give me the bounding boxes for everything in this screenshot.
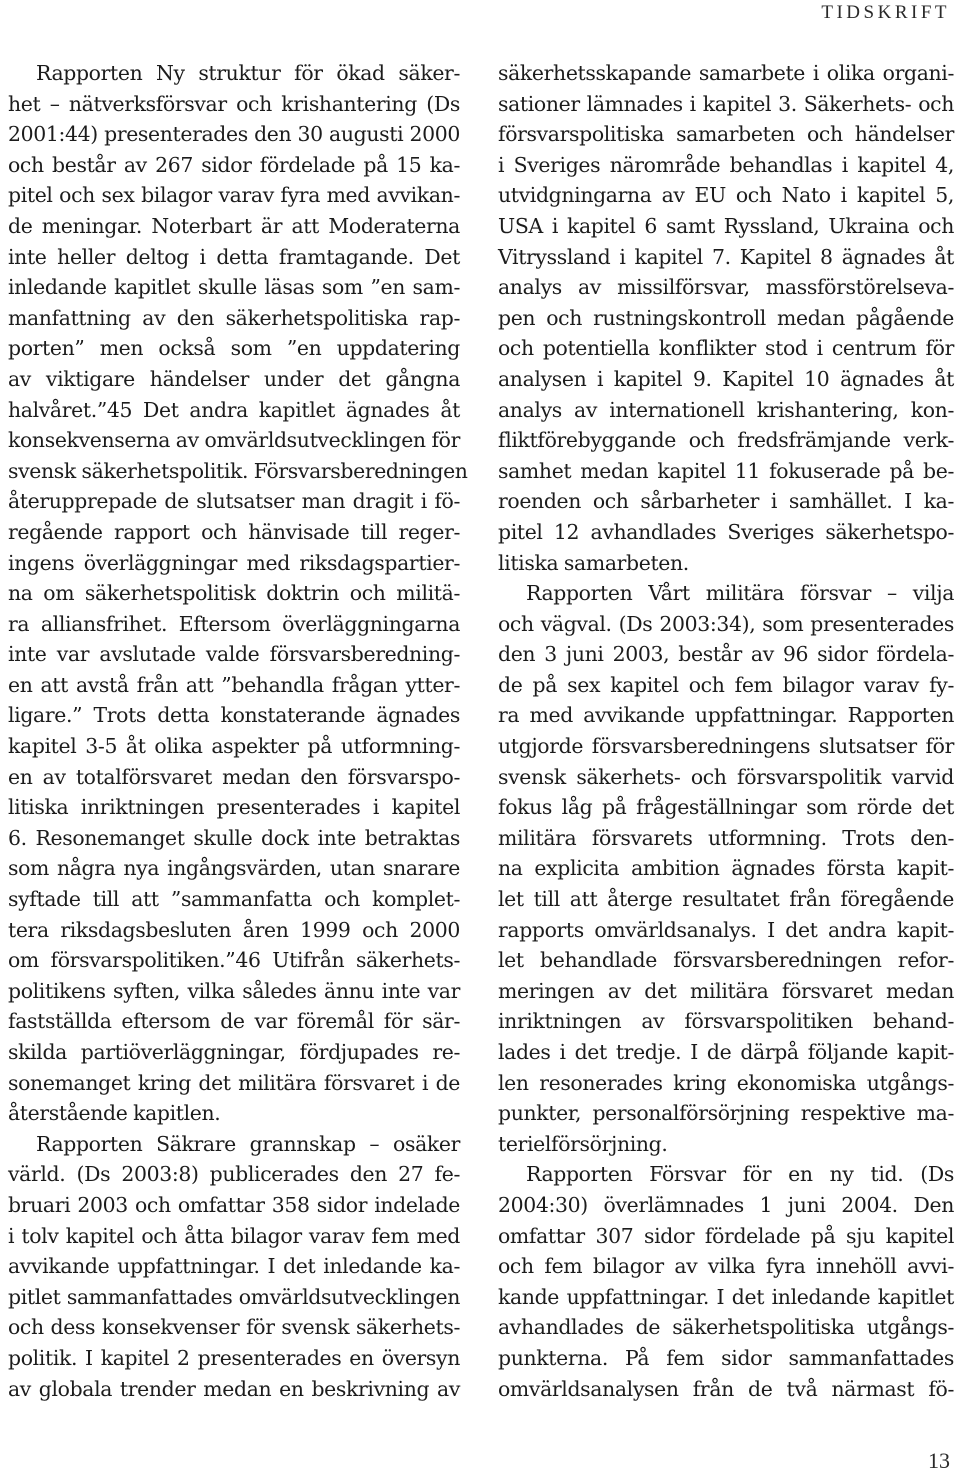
text-line: om försvarspolitiken.”46 Utifrån säkerhets-	[8, 948, 460, 973]
text-line: punkter, personalförsörjning respektive ma-	[498, 1101, 954, 1126]
text-line: pitlet sammanfattades omvärldsutvecklingen	[8, 1284, 460, 1309]
text-line: let till att återge resultatet från föregående	[498, 887, 954, 912]
right-column	[498, 58, 954, 1404]
text-line: och dess konsekvenser för svensk säkerhets-	[8, 1315, 460, 1340]
left-column	[8, 58, 468, 1404]
text-line: utvidgningarna av EU och Nato i kapitel 5,	[498, 183, 954, 208]
text-line: samhet medan kapitel 11 fokuserade på be-	[498, 458, 954, 483]
text-line: Vitryssland i kapitel 7. Kapitel 8 ägnades åt	[498, 244, 954, 269]
text-line: omvärldsanalysen från de två närmast fö-	[498, 1376, 954, 1401]
text-line: politikens syften, vilka således ännu inte var	[8, 978, 460, 1003]
text-line: litiska samarbeten.	[498, 550, 689, 575]
text-line: och vägval. (Ds 2003:34), som presenterades	[498, 611, 954, 636]
text-line: en att avstå från att ”behandla frågan ytter-	[8, 672, 460, 697]
text-line: sonemanget kring det militära försvaret i de	[8, 1070, 460, 1095]
text-line: ingens överläggningar med riksdagspartier-	[8, 550, 460, 575]
text-line: militära försvarets utformning. Trots den-	[498, 825, 954, 850]
text-line: och fem bilagor av vilka fyra innehöll avvi-	[498, 1254, 954, 1279]
text-line: av viktigare händelser under det gångna	[8, 366, 460, 391]
text-line: inte var avslutade valde försvarsberedning-	[8, 642, 460, 667]
text-line: i Sveriges närområde behandlas i kapitel 4,	[498, 152, 954, 177]
text-line: den 3 juni 2003, består av 96 sidor fördela-	[498, 642, 954, 667]
text-line: na om säkerhetspolitisk doktrin och militä-	[8, 581, 460, 606]
text-line: halvåret.”45 Det andra kapitlet ägnades åt	[8, 397, 460, 422]
text-line: och består av 267 sidor fördelade på 15 ka-	[8, 152, 460, 177]
text-line: kande uppfattningar. I det inledande kapitlet	[498, 1284, 954, 1309]
text-line: av globala trender medan en beskrivning av	[8, 1376, 460, 1401]
page-number: 13	[928, 1448, 950, 1473]
text-line: sationer lämnades i kapitel 3. Säkerhets- och	[498, 91, 954, 116]
text-line: analysen i kapitel 9. Kapitel 10 ägnades åt	[498, 366, 954, 391]
text-line: lades i det tredje. I de därpå följande kapit-	[498, 1040, 954, 1064]
text-line: de på sex kapitel och fem bilagor varav fy-	[498, 672, 954, 697]
running-header: TIDSKRIFT	[821, 2, 950, 23]
text-line: avvikande uppfattningar. I det inledande ka-	[8, 1254, 460, 1279]
text-line: na explicita ambition ägnades första kapit-	[498, 856, 954, 881]
text-line: porten” men också som ”en uppdatering	[8, 336, 460, 361]
text-line: 6. Resonemanget skulle dock inte betraktas	[8, 825, 460, 850]
text-line: roenden och sårbarheter i samhället. I ka-	[498, 489, 954, 514]
text-line: kapitel 3-5 åt olika aspekter på utformning-	[8, 734, 460, 759]
text-line: inledande kapitlet skulle läsas som ”en sam-	[8, 275, 460, 300]
text-line: och potentiella konflikter stod i centrum för	[498, 336, 954, 361]
text-line: värld. (Ds 2003:8) publicerades den 27 fe-	[8, 1162, 460, 1187]
text-line: 2001:44) presenterades den 30 augusti 2000	[8, 122, 460, 147]
text-line: konsekvenserna av omvärldsutvecklingen för	[8, 428, 460, 453]
text-line: manfattning av den säkerhetspolitiska rap-	[8, 305, 460, 330]
text-line: fliktförebyggande och fredsfrämjande verk-	[498, 428, 954, 453]
text-line: återupprepade de slutsatser man dragit i fö-	[8, 489, 460, 514]
text-line: syftade till att ”sammanfatta och komplet-	[8, 887, 460, 912]
text-line: försvarspolitiska samarbeten och händelser	[498, 122, 954, 147]
text-line: pen och rustningskontroll medan pågående	[498, 305, 954, 330]
text-line: svensk säkerhetspolitik. Försvarsberedningen	[8, 458, 468, 483]
text-line: inte heller deltog i detta framtagande. Det	[8, 244, 460, 269]
text-line: omfattar 307 sidor fördelade på sju kapitel	[498, 1223, 954, 1248]
text-line: rapports omvärldsanalys. I det andra kapit-	[498, 917, 954, 942]
text-line: pitel 12 avhandlades Sveriges säkerhetspo-	[498, 519, 954, 544]
text-line: fokus låg på frågeställningar som rörde det	[498, 795, 954, 820]
text-line: fastställda eftersom de var föremål för sär-	[8, 1009, 460, 1034]
text-line: avhandlades de säkerhetspolitiska utgångs-	[498, 1315, 954, 1340]
text-line: Rapporten Försvar för en ny tid. (Ds	[526, 1162, 954, 1187]
text-line: som några nya ingångsvärden, utan snarare	[8, 856, 460, 881]
text-line: pitel och sex bilagor varav fyra med avvikan-	[8, 183, 460, 208]
text-line: ra med avvikande uppfattningar. Rapporten	[498, 703, 954, 728]
text-line: Rapporten Vårt militära försvar – vilja	[526, 581, 954, 606]
text-line: USA i kapitel 6 samt Ryssland, Ukraina och	[498, 213, 954, 238]
text-line: analys av missilförsvar, massförstörelseva-	[498, 275, 954, 300]
text-line: ra alliansfrihet. Eftersom överläggningarna	[8, 611, 460, 636]
text-line: 2004:30) överlämnades 1 juni 2004. Den	[498, 1192, 954, 1217]
text-line: Rapporten Ny struktur för ökad säker-	[36, 61, 460, 85]
text-line: tera riksdagsbesluten åren 1999 och 2000	[8, 917, 460, 942]
text-line: svensk säkerhets- och försvarspolitik varvid	[498, 764, 954, 789]
text-line: regående rapport och hänvisade till reger-	[8, 519, 460, 544]
text-line: len resonerades kring ekonomiska utgångs-	[498, 1070, 954, 1095]
text-line: en av totalförsvaret medan den försvarspo-	[8, 764, 460, 789]
text-line: bruari 2003 och omfattar 358 sidor indelade	[8, 1192, 460, 1217]
text-line: let behandlade försvarsberedningen refor-	[498, 948, 954, 973]
text-line: analys av internationell krishantering, kon-	[498, 397, 954, 422]
text-line: återstående kapitlen.	[8, 1101, 221, 1126]
text-line: het – nätverksförsvar och krishantering (Ds	[8, 91, 460, 116]
text-line: Rapporten Säkrare grannskap – osäker	[36, 1131, 460, 1156]
text-line: utgjorde försvarsberedningens slutsatser för	[498, 734, 954, 759]
text-line: litiska inriktningen presenterades i kapitel	[8, 795, 460, 820]
text-line: inriktningen av försvarspolitiken behand-	[498, 1009, 954, 1034]
text-line: de meningar. Noterbart är att Moderaterna	[8, 213, 460, 238]
text-line: ligare.” Trots detta konstaterande ägnades	[8, 703, 460, 728]
text-line: punkterna. På fem sidor sammanfattades	[498, 1345, 954, 1370]
text-line: politik. I kapitel 2 presenterades en översyn	[8, 1345, 460, 1370]
text-line: säkerhetsskapande samarbete i olika organi-	[498, 61, 954, 85]
text-line: terielförsörjning.	[498, 1131, 668, 1156]
text-line: skilda partiöverläggningar, fördjupades re-	[8, 1040, 460, 1064]
text-line: i tolv kapitel och åtta bilagor varav fem med	[8, 1223, 460, 1248]
text-line: meringen av det militära försvaret medan	[498, 978, 954, 1003]
